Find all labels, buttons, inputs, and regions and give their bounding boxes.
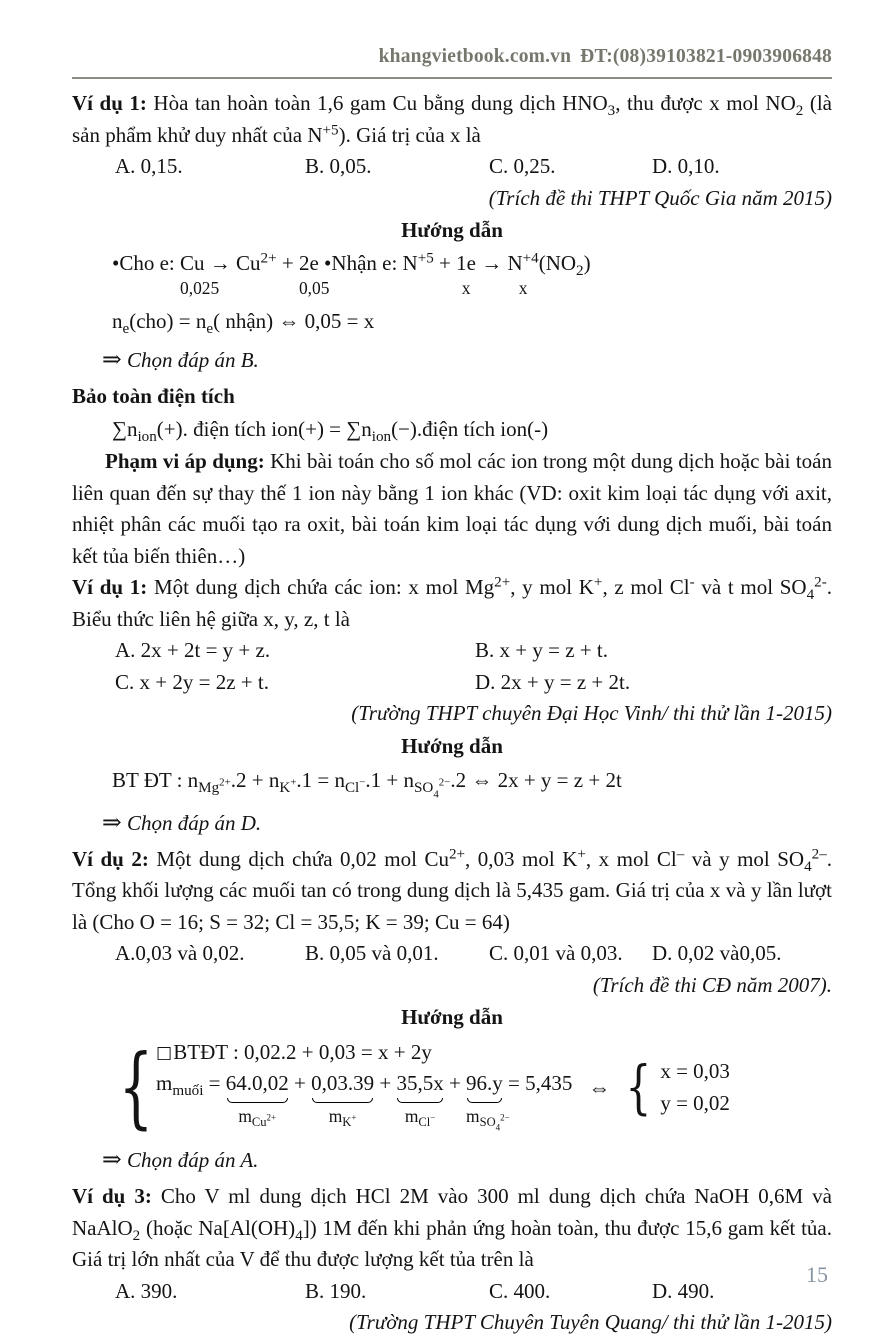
problem1-conclusion — [102, 343, 832, 378]
iff-arrow-icon: ⇔ — [588, 1074, 611, 1100]
problem3-text: Một dung dịch chứa 0,02 mol $Cu^{2+}$, 0,03 mol K+, x mol Cl– và y mol $SO_4^{2-}$. Tổng khối lượng các muối tan có trong dung dịch là 5,435 gam. Giá trị của x và y lần lượt là (Cho O = 16; S = 32; Cl = 35,5; K = 39; Cu = 64) — [72, 846, 832, 934]
problem3-label: Ví dụ 2: — [72, 846, 149, 871]
problem4-answers — [72, 1276, 832, 1308]
system-line2: $m_{muối} = 64.0,02$ $m_{Cu^{2+}}$ + 0,03.39 $m_{K^+}$ + 35,5x $m_{Cl^-}$ + 96.y $m_{SO_4^{2-}}$ = 5,435 — [156, 1071, 573, 1133]
answer-option-b: B. 0,05 và 0,01. — [305, 941, 439, 966]
problem1-answers — [72, 151, 832, 183]
page-number: 15 — [806, 1262, 828, 1287]
implies-arrow-icon: ⇒ — [102, 1146, 122, 1173]
answer-option-b: B. x + y = z + t. — [475, 638, 608, 663]
section-title-charge-conservation: Bảo toàn điện tích — [72, 384, 235, 409]
answer-option-b: B. 0,05. — [305, 154, 372, 179]
problem3-equation-system — [108, 1037, 832, 1138]
problem1-conclusion-text: Chọn đáp án B. — [126, 347, 259, 372]
scope-paragraph — [72, 446, 832, 572]
problem3-source: (Trích đề thi CĐ năm 2007). — [592, 972, 832, 997]
implies-arrow-icon: ⇒ — [102, 809, 122, 836]
problem2-answers-row1 — [72, 635, 832, 667]
answer-option-a: A. 2x + 2t = y + z. — [115, 638, 271, 663]
answer-option-a: A.0,03 và 0,02. — [115, 941, 245, 966]
problem4-statement — [72, 1181, 832, 1276]
scope-text: Khi bài toán cho số mol các ion trong một dung dịch hoặc bài toán liên quan đến sự thay thế 1 ion này bằng 1 ion khác (VD: oxit kim loại tác dụng với axit, nhiệt phân các muối tạo ra oxit, bài toán kim loại tác dụng với dung dịch muối, bài toán kết tủa biến thiên…) — [72, 449, 833, 568]
problem2-charge-balance-equation: BT ĐT : $n_{Mg^{2+}}.2 + n_{K^+}.1 = n_{Cl^-}.1 + n_{SO_4^{2-}}.2$ ⇔ 2x + y = z + 2t — [112, 768, 622, 801]
problem4-label: Ví dụ 3: — [72, 1184, 152, 1209]
system-result — [660, 1055, 730, 1120]
problem1-electron-equations: •Cho e: Cu 0,025 → $Cu^{2+} + 2e$ 0,05 •Nhận e: $N^{+5} + 1e$ x → $N^{+4}$ x $(NO_2)$ — [112, 250, 591, 298]
scope-label: Phạm vi áp dụng: — [105, 449, 265, 474]
answer-option-a: A. 0,15. — [115, 154, 183, 179]
problem2-text: Một dung dịch chứa các ion: x mol $Mg^{2+}$, y mol K+, z mol Cl- và t mol $SO_4^{2-}$. Biểu thức liên hệ giữa x, y, z, t là — [72, 574, 833, 631]
answer-option-c: C. x + 2y = 2z + t. — [115, 669, 269, 694]
guide-heading: Hướng dẫn — [401, 218, 503, 243]
left-brace-icon: { — [118, 1035, 154, 1139]
left-brace-icon: { — [625, 1053, 652, 1122]
answer-option-d: D. 0,10. — [652, 154, 720, 179]
problem3-answers — [72, 938, 832, 970]
answer-option-c: C. 400. — [489, 1278, 551, 1303]
header-phone-text: ĐT:(08)39103821-0903906848 — [580, 46, 832, 67]
header-site-text: khangvietbook.com.vn — [378, 46, 572, 67]
problem1-label: Ví dụ 1: — [72, 91, 147, 116]
problem1-text: Hòa tan hoàn toàn 1,6 gam Cu bằng dung dịch $HNO_3$, thu được x mol $NO_2$ (là sản phẩm khử duy nhất của $N^{+5}$). Giá trị của x là — [72, 91, 832, 147]
result-x: x = 0,03 — [660, 1058, 730, 1083]
guide-heading: Hướng dẫn — [401, 733, 503, 758]
problem4-text: Cho V ml dung dịch HCl 2M vào 300 ml dung dịch chứa NaOH 0,6M và NaAlO$_2$ (hoặc $Na[Al(OH)_4]$) 1M đến khi phản ứng hoàn toàn, thu được 15,6 gam kết tủa. Giá trị lớn nhất của V để thu được lượng kết tủa trên là — [72, 1184, 832, 1272]
problem3-conclusion-text: Chọn đáp án A. — [126, 1147, 259, 1172]
answer-option-c: C. 0,01 và 0,03. — [489, 941, 623, 966]
problem2-source: (Trường THPT chuyên Đại Học Vinh/ thi thử lần 1-2015) — [351, 701, 832, 726]
problem1-source: (Trích đề thi THPT Quốc Gia năm 2015) — [488, 185, 832, 210]
answer-option-a: A. 390. — [115, 1278, 178, 1303]
problem4-source: (Trường THPT Chuyên Tuyên Quang/ thi thử lần 1-2015) — [349, 1310, 832, 1335]
system-line1: □BTĐT : 0,02.2 + 0,03 = x + 2y — [156, 1039, 432, 1064]
answer-option-c: C. 0,25. — [489, 154, 556, 179]
problem3-conclusion — [102, 1143, 832, 1178]
problem2-conclusion-text: Chọn đáp án D. — [126, 810, 262, 835]
answer-option-d: D. 490. — [652, 1278, 715, 1303]
problem2-conclusion — [102, 806, 832, 841]
guide-heading: Hướng dẫn — [401, 1005, 503, 1030]
implies-arrow-icon: ⇒ — [102, 346, 122, 373]
system-equations — [156, 1037, 572, 1138]
answer-option-d: D. 2x + y = z + 2t. — [475, 669, 631, 694]
charge-conservation-law: $\sum n_{ion}(+)$. điện tích $ion(+) = \sum n_{ion}(-).điện$ tích ion(-) — [112, 416, 549, 445]
page-header — [72, 42, 832, 79]
problem2-answers-row2 — [72, 667, 832, 699]
answer-option-d: D. 0,02 và0,05. — [652, 941, 782, 966]
problem1-balance-equation: $n_e(cho) = n_e$( nhận) ⇔ 0,05 = x — [112, 309, 375, 338]
problem3-statement — [72, 844, 832, 939]
answer-option-b: B. 190. — [305, 1278, 367, 1303]
problem2-label: Ví dụ 1: — [72, 575, 148, 600]
problem2-statement — [72, 572, 832, 635]
problem1-statement — [72, 88, 832, 151]
result-y: y = 0,02 — [660, 1091, 730, 1116]
